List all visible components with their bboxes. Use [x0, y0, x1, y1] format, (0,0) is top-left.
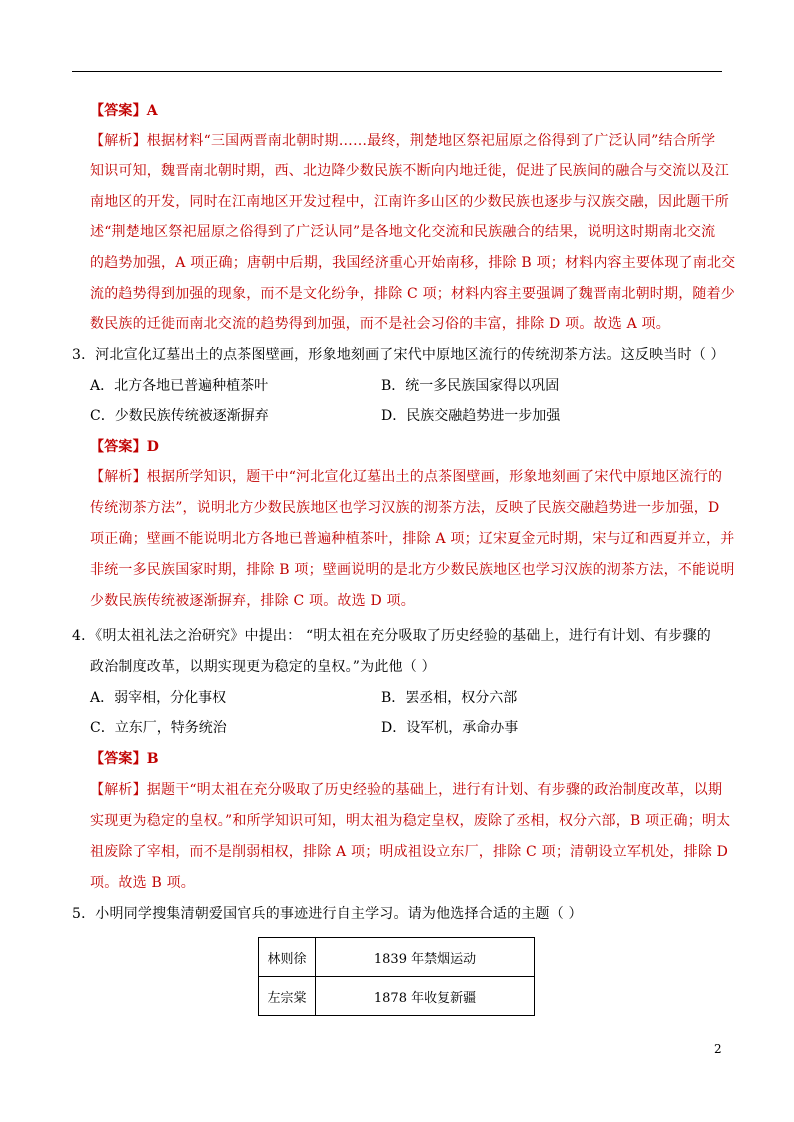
q4-analysis-line-3: 祖废除了宰相，而不是削弱相权，排除 A 项；明成祖设立东厂，排除 C 项；清朝设立军机处，排除 D: [90, 844, 729, 860]
analysis-1-line-2: 知识可知，魏晋南北朝时期，西、北边降少数民族不断向内地迁徙，促进了民族间的融合与交流以及江: [90, 163, 729, 179]
q4-option-b: B．罢丞相，权分六部: [381, 690, 518, 706]
q3-analysis-line-3: 项正确；壁画不能说明北方各地已普遍种植茶叶，排除 A 项；辽宋夏金元时期，宋与辽和西夏并立，并: [90, 531, 735, 547]
q3-analysis-line-2: 传统沏茶方法”，说明北方少数民族地区也学习汉族的沏茶方法，反映了民族交融趋势进一步加强，D: [90, 500, 720, 516]
table-cell-name: 林则徐: [259, 938, 316, 977]
q3-answer: 【答案】D: [90, 439, 160, 455]
q3-analysis-line-5: 少数民族传统被逐渐摒弃，排除 C 项。故选 D 项。: [90, 593, 415, 609]
q3-option-b: B．统一多民族国家得以巩固: [381, 378, 560, 394]
header-rule: [72, 71, 722, 72]
analysis-1-line-3: 南地区的开发，同时在江南地区开发过程中，江南许多山区的少数民族也逐步与汉族交融，因此题干所: [90, 194, 729, 210]
q3-stem: 3．河北宣化辽墓出土的点茶图壁画，形象地刻画了宋代中原地区流行的传统沏茶方法。这反映当时（ ）: [72, 347, 725, 363]
q4-option-a: A．弱宰相，分化事权: [90, 690, 227, 706]
q5-table: [258, 937, 535, 1016]
q4-stem-line-1: 4．《明太祖礼法之治研究》中提出： “明太祖在充分吸取了历史经验的基础上，进行有计划、有步骤的: [72, 628, 711, 644]
table-row: [259, 977, 535, 1016]
q4-analysis-line-2: 实现更为稳定的皇权。”和所学知识可知，明太祖为稳定皇权，废除了丞相，权分六部，B 项正确；明太: [90, 813, 731, 829]
table-cell-event: 1878 年收复新疆: [316, 977, 535, 1016]
q4-stem-line-2: 政治制度改革，以期实现更为稳定的皇权。”为此他（ ）: [90, 659, 436, 675]
q4-option-d: D．设军机，承命办事: [381, 720, 519, 736]
analysis-1-line-5: 的趋势加强，A 项正确；唐朝中后期，我国经济重心开始南移，排除 B 项；材料内容主要体现了南北交: [90, 255, 736, 271]
q4-analysis-line-1: 【解析】据题干“明太祖在充分吸取了历史经验的基础上，进行有计划、有步骤的政治制度改革，以期: [90, 782, 723, 798]
table-row: [259, 938, 535, 977]
answer-1: 【答案】A: [90, 103, 158, 119]
analysis-1-line-7: 数民族的迁徙而南北交流的趋势得到加强，而不是社会习俗的丰富，排除 D 项。故选 A 项。: [90, 316, 670, 332]
q4-answer: 【答案】B: [90, 751, 159, 767]
q3-option-a: A．北方各地已普遍种植茶叶: [90, 378, 269, 394]
q5-stem: 5．小明同学搜集清朝爱国官兵的事迹进行自主学习。请为他选择合适的主题（ ）: [72, 906, 583, 922]
q4-option-c: C．立东厂，特务统治: [90, 720, 227, 736]
page-number: 2: [714, 1042, 722, 1056]
analysis-1-line-4: 述“荆楚地区祭祀屈原之俗得到了广泛认同”是各地文化交流和民族融合的结果，说明这时期南北交流: [90, 224, 716, 240]
table-cell-name: 左宗棠: [259, 977, 316, 1016]
analysis-1-line-6: 流的趋势得到加强的现象，而不是文化纷争，排除 C 项；材料内容主要强调了魏晋南北朝时期，随着少: [90, 286, 736, 302]
q3-analysis-line-4: 非统一多民族国家时期，排除 B 项；壁画说明的是北方少数民族地区也学习汉族的沏茶方法，不能说明: [90, 562, 735, 578]
q4-analysis-line-4: 项。故选 B 项。: [90, 875, 195, 891]
q3-option-c: C．少数民族传统被逐渐摒弃: [90, 408, 269, 424]
analysis-1-line-1: 【解析】根据材料“三国两晋南北朝时期……最终，荆楚地区祭祀屈原之俗得到了广泛认同”结合所学: [90, 133, 716, 149]
q3-option-d: D．民族交融趋势进一步加强: [381, 408, 561, 424]
q3-analysis-line-1: 【解析】根据所学知识，题干中“河北宣化辽墓出土的点茶图壁画，形象地刻画了宋代中原地区流行的: [90, 469, 723, 485]
table-cell-event: 1839 年禁烟运动: [316, 938, 535, 977]
